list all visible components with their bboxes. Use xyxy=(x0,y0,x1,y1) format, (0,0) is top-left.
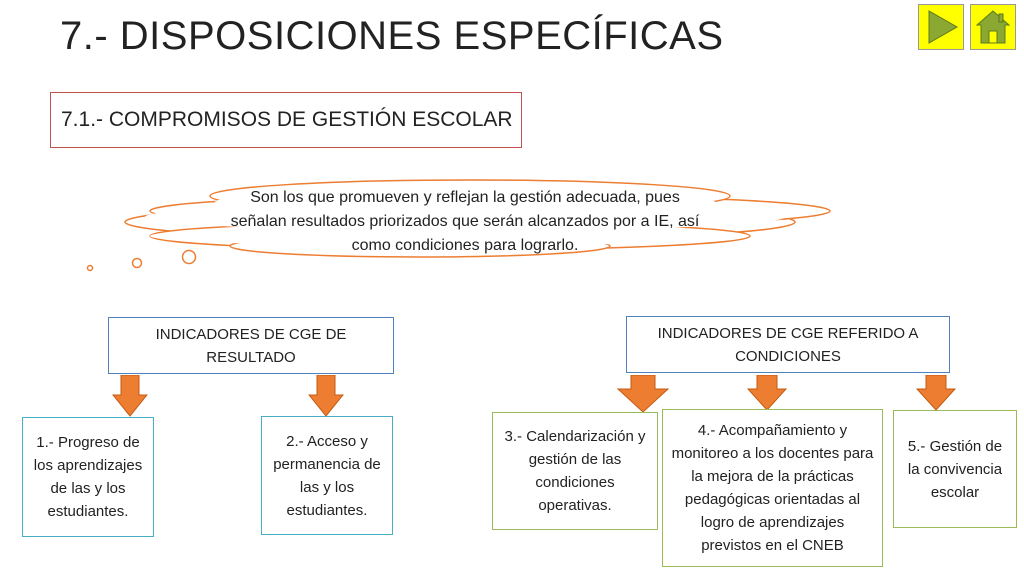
subtitle-text: 7.1.- COMPROMISOS DE GESTIÓN ESCOLAR xyxy=(61,108,513,131)
indicator-box-1 xyxy=(22,417,154,537)
indicator-text-5: 5.- Gestión de la convivencia escolar xyxy=(907,437,1003,501)
indicator-box-3 xyxy=(492,412,658,530)
down-arrow-icon xyxy=(112,375,148,417)
header-resultados xyxy=(108,317,394,374)
indicator-box-4 xyxy=(662,409,883,567)
header-condiciones xyxy=(626,316,950,373)
indicator-text-1: 1.- Progreso de los aprendizajes de las y los estudiantes. xyxy=(33,434,143,520)
down-arrow-icon xyxy=(308,375,344,417)
down-arrow-icon xyxy=(747,375,787,411)
indicator-box-2 xyxy=(261,416,393,535)
indicator-text-3: 3.- Calendarización y gestión de las condiciones operativas. xyxy=(504,428,646,514)
down-arrow-icon xyxy=(916,375,956,411)
header-condiciones-text: INDICADORES DE CGE REFERIDO A CONDICIONES xyxy=(657,324,919,365)
indicator-text-4: 4.- Acompañamiento y monitoreo a los docentes para la mejora de la prácticas pedagógicas orientadas al logro de aprendizajes previstos en el CNEB xyxy=(671,422,874,554)
header-resultados-text: INDICADORES DE CGE DE RESULTADO xyxy=(155,325,347,366)
page-title: 7.- DISPOSICIONES ESPECÍFICAS xyxy=(60,14,724,58)
down-arrow-icon xyxy=(617,375,669,413)
indicator-text-2: 2.- Acceso y permanencia de las y los estudiantes. xyxy=(273,432,381,519)
cloud-text: Son los que promueven y reflejan la gestión adecuada, pues señalan resultados priorizados que serán alcanzados por a IE, así como condiciones para lograrlo. xyxy=(230,189,700,254)
indicator-box-5 xyxy=(893,410,1017,528)
